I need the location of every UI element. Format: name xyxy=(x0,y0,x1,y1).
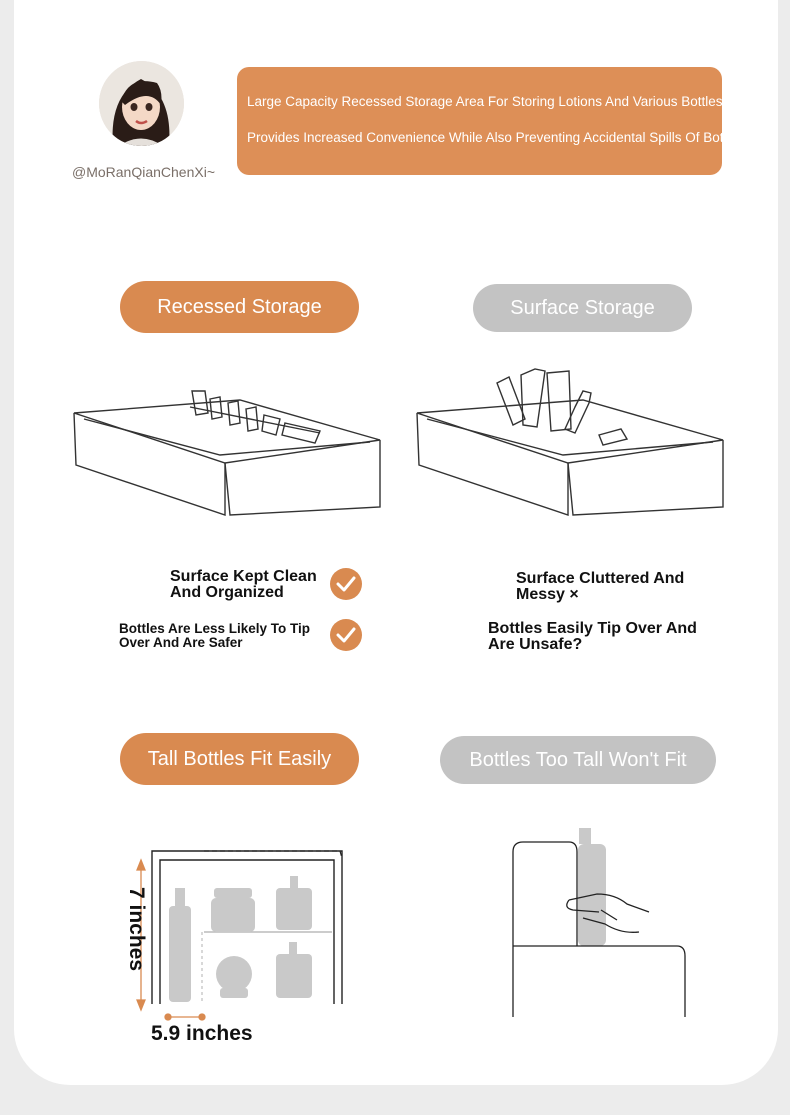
check-icon xyxy=(330,568,362,600)
hand-illustration xyxy=(505,822,695,1022)
tall-bottles-fit-label: Tall Bottles Fit Easily xyxy=(120,733,359,785)
user-handle: @MoRanQianChenXi~ xyxy=(72,164,216,180)
recessed-tray-illustration xyxy=(70,385,390,525)
surface-storage-label: Surface Storage xyxy=(473,284,692,332)
feature-unsafe: Bottles Easily Tip Over And Are Unsafe? xyxy=(488,620,697,653)
feature-clean: Surface Kept Clean And Organized xyxy=(170,568,317,601)
feature-cluttered: Surface Cluttered And Messy × xyxy=(516,570,685,603)
avatar xyxy=(99,61,184,146)
too-tall-label: Bottles Too Tall Won't Fit xyxy=(440,736,716,784)
feature-safe: Bottles Are Less Likely To Tip Over And Are Safer xyxy=(119,621,311,650)
info-banner xyxy=(237,67,745,175)
banner-line-1: Large Capacity Recessed Storage Area For Storing Lotions And Various Bottles xyxy=(247,94,723,109)
check-icon xyxy=(330,619,362,651)
cabinet-illustration xyxy=(130,846,350,1021)
height-dimension: 7 inches xyxy=(125,886,148,972)
surface-tray-illustration xyxy=(413,365,733,525)
recessed-storage-label: Recessed Storage xyxy=(120,281,359,333)
width-dimension: 5.9 inches xyxy=(151,1022,253,1045)
banner-line-2: Provides Increased Convenience While Also Preventing Accidental Spills Of Bottles xyxy=(247,130,745,145)
